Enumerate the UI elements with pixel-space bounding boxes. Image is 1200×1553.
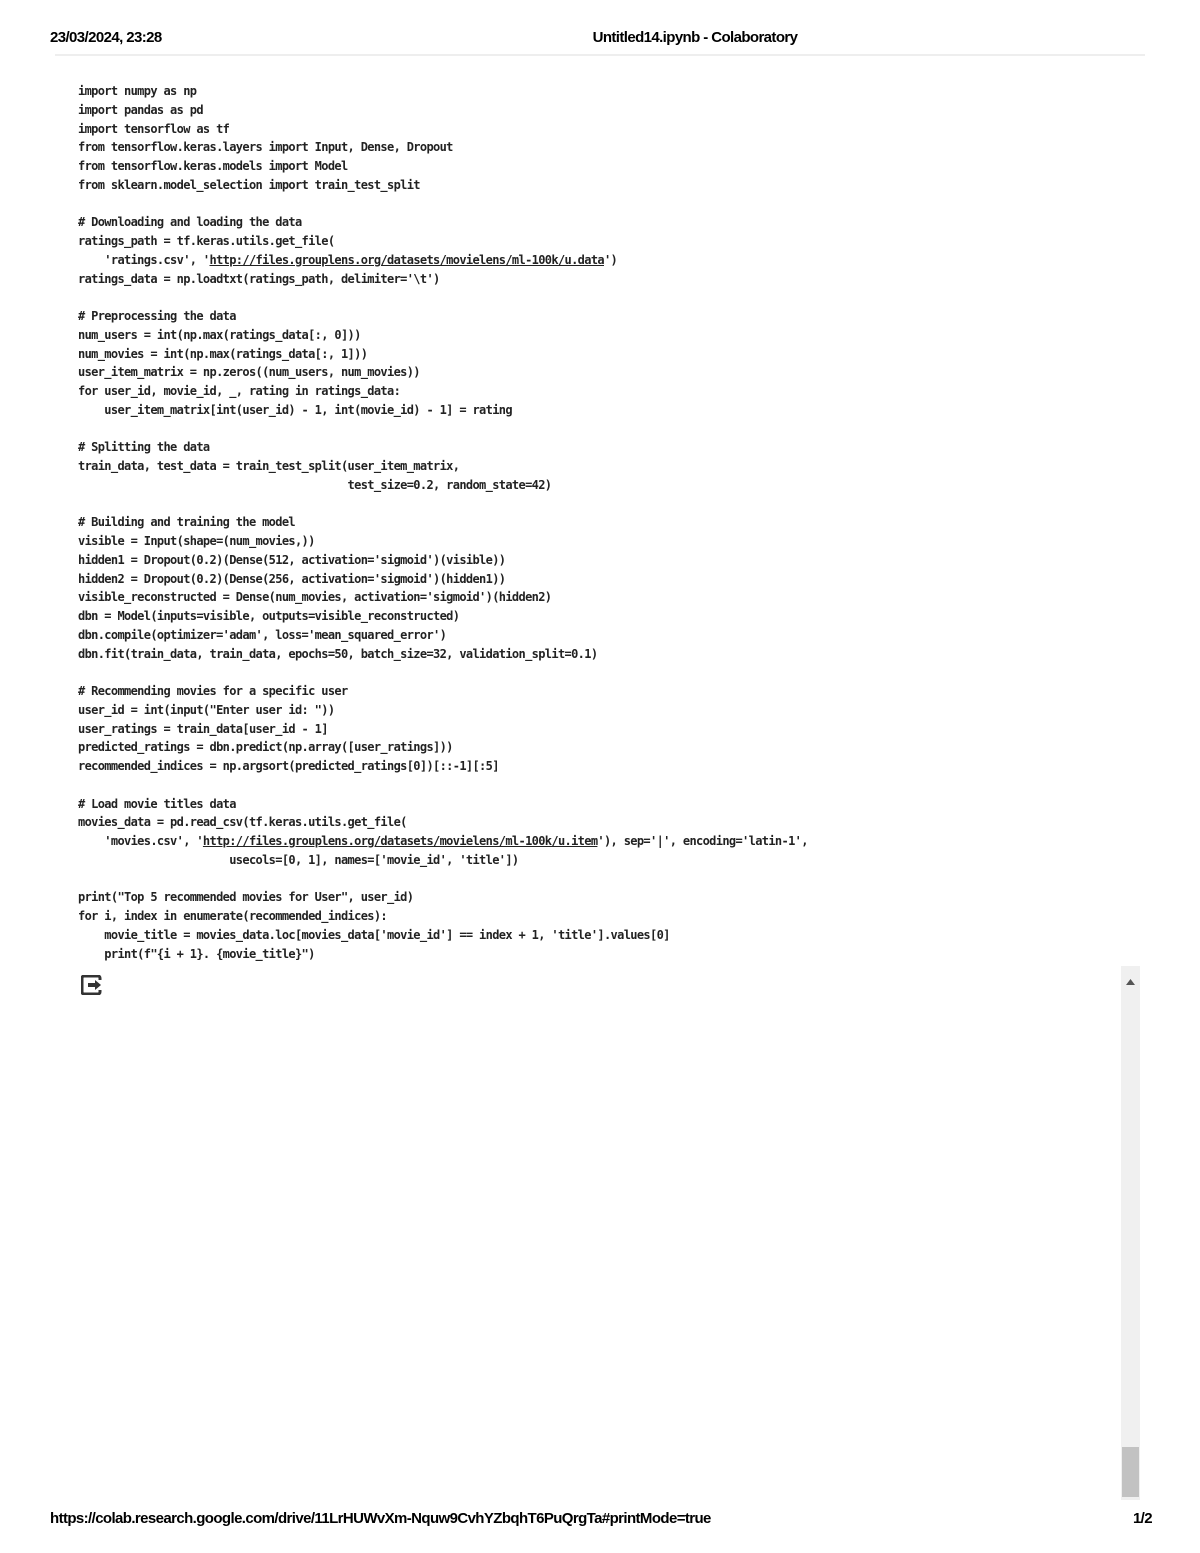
code-text: '), sep='|', encoding='latin-1', <box>597 834 808 848</box>
scrollbar-thumb[interactable] <box>1122 1447 1139 1497</box>
code-text: 'ratings.csv', ' <box>78 252 210 267</box>
code-line: ratings_data = np.loadtxt(ratings_path, delimiter='\t') <box>78 271 440 286</box>
code-line: print("Top 5 recommended movies for User", user_id) <box>78 890 414 905</box>
print-header <box>0 0 1200 56</box>
code-line: predicted_ratings = dbn.predict(np.array([user_ratings])) <box>78 740 453 755</box>
code-line: import numpy as np <box>78 84 197 98</box>
code-line: # Building and training the model <box>78 515 295 530</box>
code-line: train_data, test_data = train_test_split(user_item_matrix, <box>78 459 460 473</box>
code-line: user_ratings = train_data[user_id - 1] <box>78 721 328 736</box>
code-cell[interactable] <box>78 82 808 963</box>
code-line: # Load movie titles data <box>78 796 236 811</box>
code-line: test_size=0.2, random_state=42) <box>78 477 552 492</box>
code-line: dbn = Model(inputs=visible, outputs=visible_reconstructed) <box>78 609 460 623</box>
page-title: Untitled14.ipynb - Colaboratory <box>592 29 798 46</box>
output-scrollbar[interactable] <box>1121 966 1140 1500</box>
page-number: 1/2 <box>1132 1510 1152 1527</box>
code-line: # Downloading and loading the data <box>78 215 302 230</box>
code-line: user_item_matrix[int(user_id) - 1, int(movie_id) - 1] = rating <box>78 402 512 417</box>
code-line: recommended_indices = np.argsort(predicted_ratings[0])[::-1][:5] <box>78 759 499 773</box>
code-line <box>78 776 808 795</box>
code-line <box>78 832 808 851</box>
output-toggle-icon[interactable] <box>81 975 103 995</box>
code-line: # Splitting the data <box>78 440 210 455</box>
code-line: print(f"{i + 1}. {movie_title}") <box>78 946 315 961</box>
code-link[interactable]: http://files.grouplens.org/datasets/movielens/ml-100k/u.data <box>209 252 604 267</box>
code-line: visible = Input(shape=(num_movies,)) <box>78 534 315 548</box>
scroll-up-arrow-icon[interactable] <box>1124 974 1137 984</box>
code-line: # Recommending movies for a specific user <box>78 684 348 698</box>
print-footer <box>0 1500 1200 1553</box>
print-date: 23/03/2024, 23:28 <box>50 29 162 46</box>
header-divider <box>55 54 1145 56</box>
code-line: import tensorflow as tf <box>78 121 230 136</box>
code-line <box>78 251 808 270</box>
code-line <box>78 288 808 307</box>
code-line <box>78 663 808 682</box>
code-text: ') <box>603 252 618 267</box>
code-line: hidden1 = Dropout(0.2)(Dense(512, activation='sigmoid')(visible)) <box>78 552 506 567</box>
code-line: visible_reconstructed = Dense(num_movies, activation='sigmoid')(hidden2) <box>78 590 552 605</box>
page-url: https://colab.research.google.com/drive/11LrHUWvXm-Nquw9CvhYZbqhT6PuQrgTa#printMode=true <box>50 1510 711 1527</box>
code-line: user_item_matrix = np.zeros((num_users, num_movies)) <box>78 365 420 380</box>
code-line: for i, index in enumerate(recommended_indices): <box>78 909 388 923</box>
code-line <box>78 870 808 889</box>
code-line: # Preprocessing the data <box>78 309 236 323</box>
code-line <box>78 195 808 214</box>
code-line <box>78 420 808 439</box>
code-line: movies_data = pd.read_csv(tf.keras.utils.get_file( <box>78 815 407 830</box>
code-line: from tensorflow.keras.models import Model <box>78 159 348 173</box>
code-line: from sklearn.model_selection import train_test_split <box>78 177 420 192</box>
code-line: from tensorflow.keras.layers import Input, Dense, Dropout <box>78 140 453 155</box>
code-line: dbn.compile(optimizer='adam', loss='mean_squared_error') <box>78 627 447 642</box>
code-line: dbn.fit(train_data, train_data, epochs=50, batch_size=32, validation_split=0.1) <box>78 646 598 661</box>
code-line: movie_title = movies_data.loc[movies_data['movie_id'] == index + 1, 'title'].values[0] <box>78 927 670 942</box>
code-link[interactable]: http://files.grouplens.org/datasets/movielens/ml-100k/u.item <box>202 834 598 848</box>
code-line: hidden2 = Dropout(0.2)(Dense(256, activation='sigmoid')(hidden1)) <box>78 571 506 586</box>
code-line: usecols=[0, 1], names=['movie_id', 'title']) <box>78 852 519 867</box>
code-line: import pandas as pd <box>78 102 203 117</box>
code-line: for user_id, movie_id, _, rating in ratings_data: <box>78 384 401 398</box>
code-line: ratings_path = tf.keras.utils.get_file( <box>78 234 335 248</box>
code-line: user_id = int(input("Enter user id: ")) <box>78 702 335 717</box>
code-line <box>78 495 808 514</box>
code-text: 'movies.csv', ' <box>78 834 203 848</box>
code-line: num_movies = int(np.max(ratings_data[:, 1])) <box>78 346 368 361</box>
code-line: num_users = int(np.max(ratings_data[:, 0])) <box>78 327 361 342</box>
